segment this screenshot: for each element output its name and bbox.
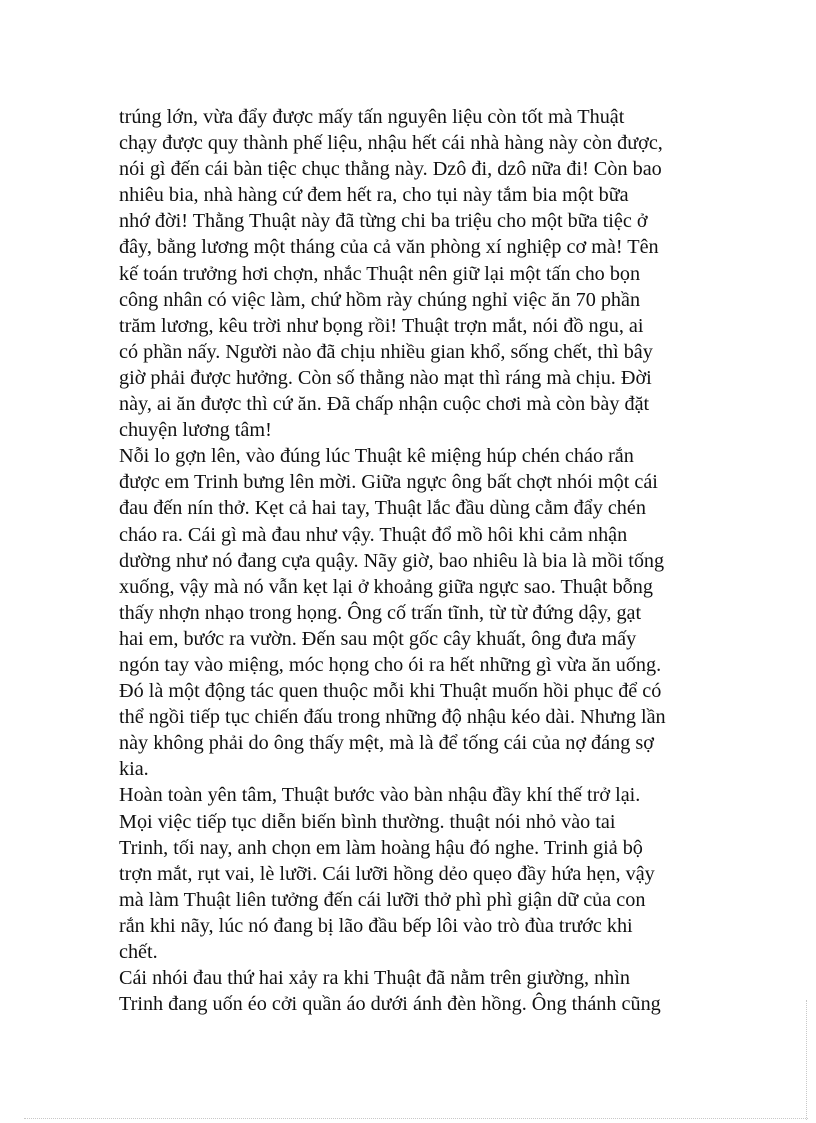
text-line: trợn mắt, rụt vai, lè lưỡi. Cái lưỡi hồng dẻo quẹo đầy hứa hẹn, vậy [119,862,655,885]
text-line: rắn khi nãy, lúc nó đang bị lão đầu bếp lôi vào trò đùa trước khi [119,914,633,937]
text-line: hai em, bước ra vườn. Đến sau một gốc cây khuất, ông đưa mấy [119,627,637,650]
page-right-border [806,1000,807,1120]
text-line: nhớ đời! Thằng Thuật này đã từng chi ba triệu cho một bữa tiệc ở [119,210,648,233]
text-line: đây, bằng lương một tháng của cả văn phòng xí nghiệp cơ mà! Tên [119,236,659,259]
text-line: mà làm Thuật liên tưởng đến cái lưỡi thở phì phì giận dữ của con [119,888,646,911]
text-line: thể ngồi tiếp tục chiến đấu trong những độ nhậu kéo dài. Nhưng lần [119,706,666,729]
text-line: được em Trinh bưng lên mời. Giữa ngực ông bất chợt nhói một cái [119,471,658,494]
text-line: giờ phải được hưởng. Còn số thằng nào mạt thì ráng mà chịu. Đời [119,366,652,389]
text-line: chuyện lương tâm! [119,419,272,442]
text-line: nói gì đến cái bàn tiệc chục thằng này. Dzô đi, dzô nữa đi! Còn bao [119,158,662,181]
text-line: trăm lương, kêu trời như bọng rồi! Thuật trợn mắt, nói đồ ngu, ai [119,314,644,337]
body-text [119,104,704,1017]
text-line: thấy nhợn nhạo trong họng. Ông cố trấn tĩnh, từ từ đứng dậy, gạt [119,601,642,624]
text-line: công nhân có việc làm, chứ hồm rày chúng nghỉ việc ăn 70 phần [119,288,641,311]
text-line: cháo ra. Cái gì mà đau như vậy. Thuật đổ mồ hôi khi cảm nhận [119,523,628,546]
text-line: trúng lớn, vừa đẩy được mấy tấn nguyên liệu còn tốt mà Thuật [119,106,625,128]
text-line: này không phải do ông thấy mệt, mà là để tống cái của nợ đáng sợ [119,732,654,755]
text-line: xuống, vậy mà nó vẫn kẹt lại ở khoảng giữa ngực sao. Thuật bỗng [119,575,653,598]
text-line: Cái nhói đau thứ hai xảy ra khi Thuật đã nằm trên giường, nhìn [119,967,630,990]
text-line: chết. [119,941,158,963]
text-line: có phần nấy. Người nào đã chịu nhiều gian khổ, sống chết, thì bây [119,340,653,363]
text-line: nhiêu bia, nhà hàng cứ đem hết ra, cho tụi này tắm bia một bữa [119,184,629,207]
text-line: Hoàn toàn yên tâm, Thuật bước vào bàn nhậu đầy khí thế trở lại. [119,784,641,807]
text-line: dường như nó đang cựa quậy. Nãy giờ, bao nhiêu là bia là mồi tống [119,549,665,572]
text-line: chạy được quy thành phế liệu, nhậu hết cái nhà hàng này còn được, [119,132,663,155]
text-line: đau đến nín thở. Kẹt cả hai tay, Thuật lắc đầu dùng cằm đẩy chén [119,497,646,520]
text-line: Mọi việc tiếp tục diễn biến bình thường. thuật nói nhỏ vào tai [119,810,616,833]
text-line: kia. [119,758,149,781]
text-line: này, ai ăn được thì cứ ăn. Đã chấp nhận cuộc chơi mà còn bày đặt [119,393,650,416]
text-line: Trinh đang uốn éo cởi quần áo dưới ánh đèn hồng. Ông thánh cũng [119,993,661,1016]
text-line: Nỗi lo gợn lên, vào đúng lúc Thuật kê miệng húp chén cháo rắn [119,445,634,468]
text-line: Trinh, tối nay, anh chọn em làm hoàng hậu đó nghe. Trinh giả bộ [119,836,643,859]
page-bottom-border [24,1118,808,1119]
text-line: kế toán trưởng hơi chợn, nhắc Thuật nên giữ lại một tấn cho bọn [119,262,641,285]
text-line: ngón tay vào miệng, móc họng cho ói ra hết những gì vừa ăn uống. [119,653,662,676]
text-line: Đó là một động tác quen thuộc mỗi khi Thuật muốn hồi phục để có [119,680,662,703]
